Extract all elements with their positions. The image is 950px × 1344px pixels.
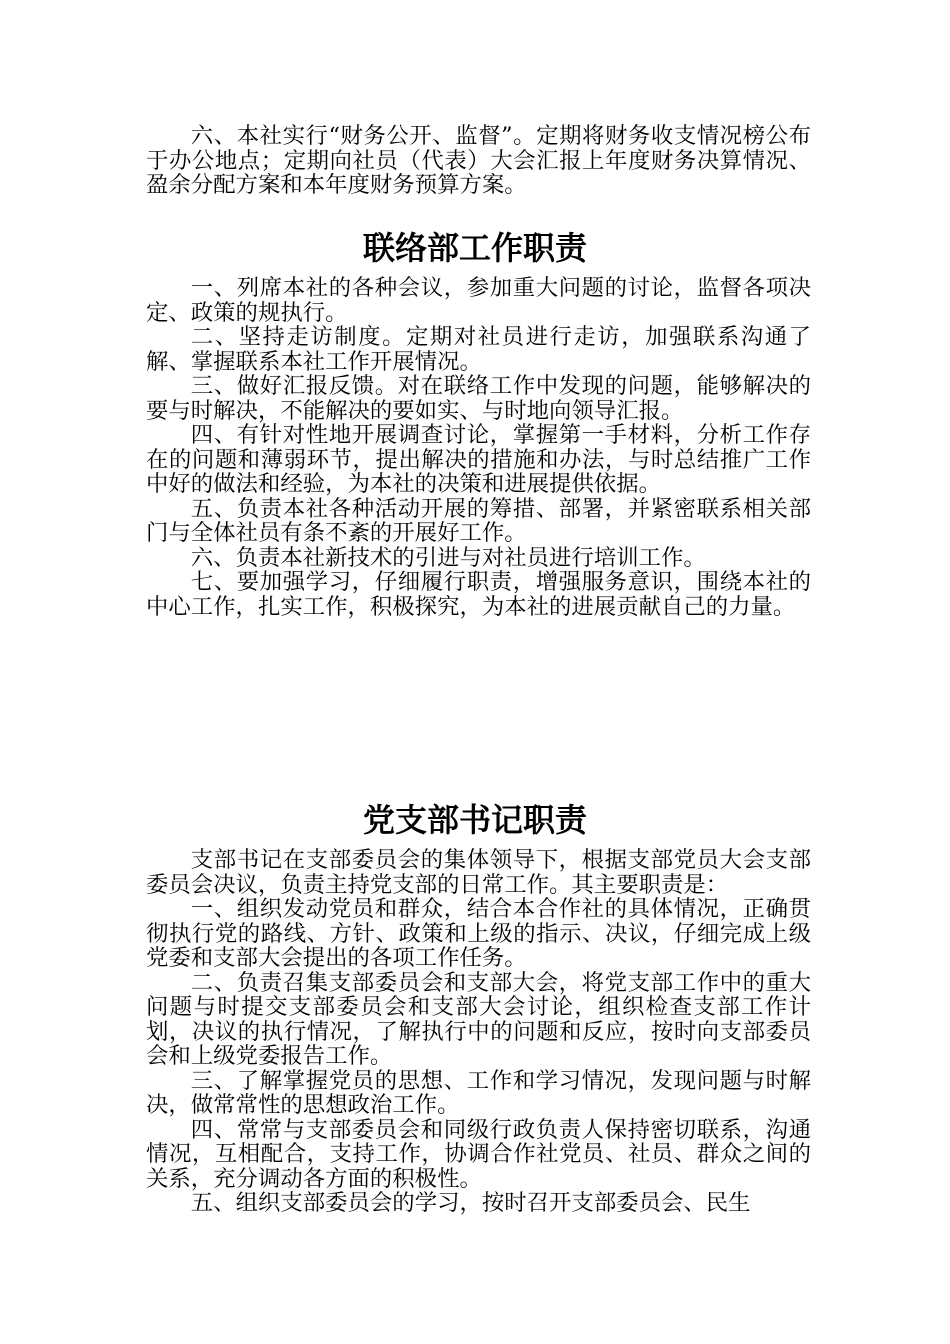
- party-secretary-duties: [146, 848, 811, 1216]
- liaison-item-5: 五、负责本社各种活动开展的筹措、部署，并紧密联系相关部门与全体社员有条不紊的开展好工作。: [146, 495, 811, 546]
- section-title-party-secretary: 党支部书记职责: [362, 801, 587, 839]
- secretary-intro: 支部书记在支部委员会的集体领导下，根据支部党员大会支部委员会决议，负责主持党支部的日常工作。其主要职责是：: [146, 847, 811, 898]
- liaison-item-7: 七、要加强学习，仔细履行职责，增强服务意识，围绕本社的中心工作，扎实工作，积极探究，为本社的进展贡献自己的力量。: [146, 569, 811, 620]
- section-title-liaison: 联络部工作职责: [362, 229, 587, 267]
- liaison-item-3: 三、做好汇报反馈。对在联络工作中发现的问题，能够解决的要与时解决，不能解决的要如实、与时地向领导汇报。: [146, 373, 811, 424]
- secretary-item-4: 四、常常与支部委员会和同级行政负责人保持密切联系，沟通情况，互相配合，支持工作，协调合作社党员、社员、群众之间的关系，充分调动各方面的积极性。: [146, 1116, 811, 1192]
- liaison-item-1: 一、列席本社的各种会议，参加重大问题的讨论，监督各项决定、政策的规执行。: [146, 275, 811, 326]
- secretary-item-5: 五、组织支部委员会的学习，按时召开支部委员会、民生: [190, 1190, 751, 1216]
- secretary-item-2: 二、负责召集支部委员会和支部大会，将党支部工作中的重大问题与时提交支部委员会和支部大会讨论，组织检查支部工作计划，决议的执行情况，了解执行中的问题和反应，按时向支部委员会和上级党委报告工作。: [146, 969, 811, 1069]
- intro-block: [146, 124, 811, 198]
- intro-paragraph: 六、本社实行“财务公开、监督”。定期将财务收支情况榜公布于办公地点；定期向社员（代表）大会汇报上年度财务决算情况、盈余分配方案和本年度财务预算方案。: [146, 123, 811, 198]
- liaison-duties: [146, 276, 811, 619]
- secretary-item-3: 三、了解掌握党员的思想、工作和学习情况，发现问题与时解决，做常常性的思想政治工作。: [146, 1067, 811, 1118]
- liaison-item-4: 四、有针对性地开展调查讨论，掌握第一手材料，分析工作存在的问题和薄弱环节，提出解决的措施和办法，与时总结推广工作中好的做法和经验，为本社的决策和进展提供依据。: [146, 422, 811, 497]
- liaison-item-6: 六、负责本社新技术的引进与对社员进行培训工作。: [190, 544, 706, 571]
- liaison-item-2: 二、坚持走访制度。定期对社员进行走访，加强联系沟通了解、掌握联系本社工作开展情况。: [146, 324, 811, 375]
- secretary-item-1: 一、组织发动党员和群众，结合本合作社的具体情况，正确贯彻执行党的路线、方针、政策和上级的指示、决议，仔细完成上级党委和支部大会提出的各项工作任务。: [146, 896, 811, 971]
